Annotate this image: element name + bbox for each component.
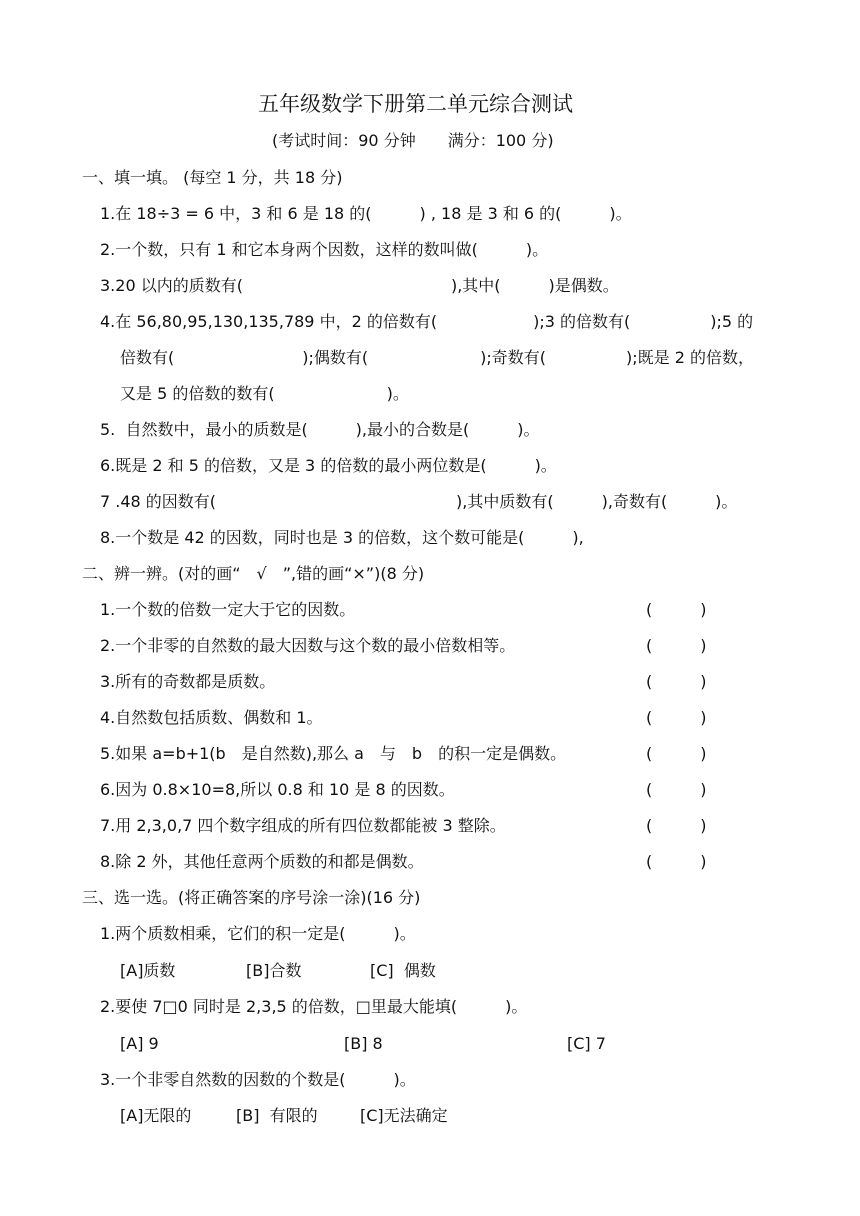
choice-question-1: 1.两个质数相乘，它们的积一定是( )。 — [100, 924, 416, 943]
option-1c[interactable]: [C] 偶数 — [370, 961, 436, 980]
fill-item-1: 1.在 18÷3 = 6 中，3 和 6 是 18 的( ) , 18 是 3 和 6 的( )。 — [100, 204, 632, 223]
fill-item-5: 5. 自然数中，最小的质数是( ),最小的合数是( )。 — [100, 420, 540, 439]
judge-item-4: 4.自然数包括质数、偶数和 1。 — [100, 708, 323, 727]
judge-item-1: 1.一个数的倍数一定大于它的因数。 — [100, 600, 356, 619]
option-1a[interactable]: [A]质数 — [120, 961, 176, 980]
fill-item-6: 6.既是 2 和 5 的倍数，又是 3 的倍数的最小两位数是( )。 — [100, 456, 557, 475]
judge-item-2: 2.一个非零的自然数的最大因数与这个数的最小倍数相等。 — [100, 636, 516, 655]
section3-heading: 三、选一选。(将正确答案的序号涂一涂)(16 分) — [82, 888, 421, 907]
fill-item-4-line3: 又是 5 的倍数的数有( )。 — [120, 384, 409, 403]
judge-item-7: 7.用 2,3,0,7 四个数字组成的所有四位数都能被 3 整除。 — [100, 816, 506, 835]
judge-item-6: 6.因为 0.8×10=8,所以 0.8 和 10 是 8 的因数。 — [100, 780, 455, 799]
option-2b[interactable]: [B] 8 — [344, 1034, 383, 1053]
option-3c[interactable]: [C]无法确定 — [360, 1106, 448, 1125]
answer-paren[interactable]: ( ) — [646, 600, 707, 619]
fill-item-8: 8.一个数是 42 的因数，同时也是 3 的倍数，这个数可能是( ), — [100, 528, 584, 547]
option-1b[interactable]: [B]合数 — [246, 961, 302, 980]
fill-item-4-line2: 倍数有( );偶数有( );奇数有( );既是 2 的倍数， — [120, 348, 754, 367]
answer-paren[interactable]: ( ) — [646, 636, 707, 655]
fill-item-2: 2.一个数，只有 1 和它本身两个因数，这样的数叫做( )。 — [100, 240, 549, 259]
fill-item-7: 7 .48 的因数有( ),其中质数有( ),奇数有( )。 — [100, 492, 738, 511]
exam-info: (考试时间：90 分钟 满分：100 分) — [272, 131, 554, 150]
answer-paren[interactable]: ( ) — [646, 708, 707, 727]
answer-paren[interactable]: ( ) — [646, 744, 707, 763]
option-3a[interactable]: [A]无限的 — [120, 1106, 192, 1125]
judge-item-8: 8.除 2 外，其他任意两个质数的和都是偶数。 — [100, 852, 424, 871]
judge-item-3: 3.所有的奇数都是质数。 — [100, 672, 276, 691]
fill-item-3: 3.20 以内的质数有( ),其中( )是偶数。 — [100, 276, 619, 295]
option-2a[interactable]: [A] 9 — [120, 1034, 159, 1053]
fill-item-4-line1: 4.在 56,80,95,130,135,789 中，2 的倍数有( );3 的倍数有( );5 的 — [100, 312, 754, 331]
section1-heading: 一、填一填。 (每空 1 分，共 18 分) — [82, 168, 343, 187]
answer-paren[interactable]: ( ) — [646, 672, 707, 691]
answer-paren[interactable]: ( ) — [646, 852, 707, 871]
judge-item-5: 5.如果 a=b+1(b 是自然数),那么 a 与 b 的积一定是偶数。 — [100, 744, 567, 763]
option-3b[interactable]: [B] 有限的 — [236, 1106, 318, 1125]
choice-question-2: 2.要使 7□0 同时是 2,3,5 的倍数，□里最大能填( )。 — [100, 997, 528, 1016]
page-title: 五年级数学下册第二单元综合测试 — [258, 92, 573, 116]
choice-question-3: 3.一个非零自然数的因数的个数是( )。 — [100, 1070, 416, 1089]
answer-paren[interactable]: ( ) — [646, 780, 707, 799]
answer-paren[interactable]: ( ) — [646, 816, 707, 835]
option-2c[interactable]: [C] 7 — [567, 1034, 606, 1053]
section2-heading: 二、辨一辨。(对的画“ √ ”,错的画“×”)(8 分) — [82, 564, 425, 583]
